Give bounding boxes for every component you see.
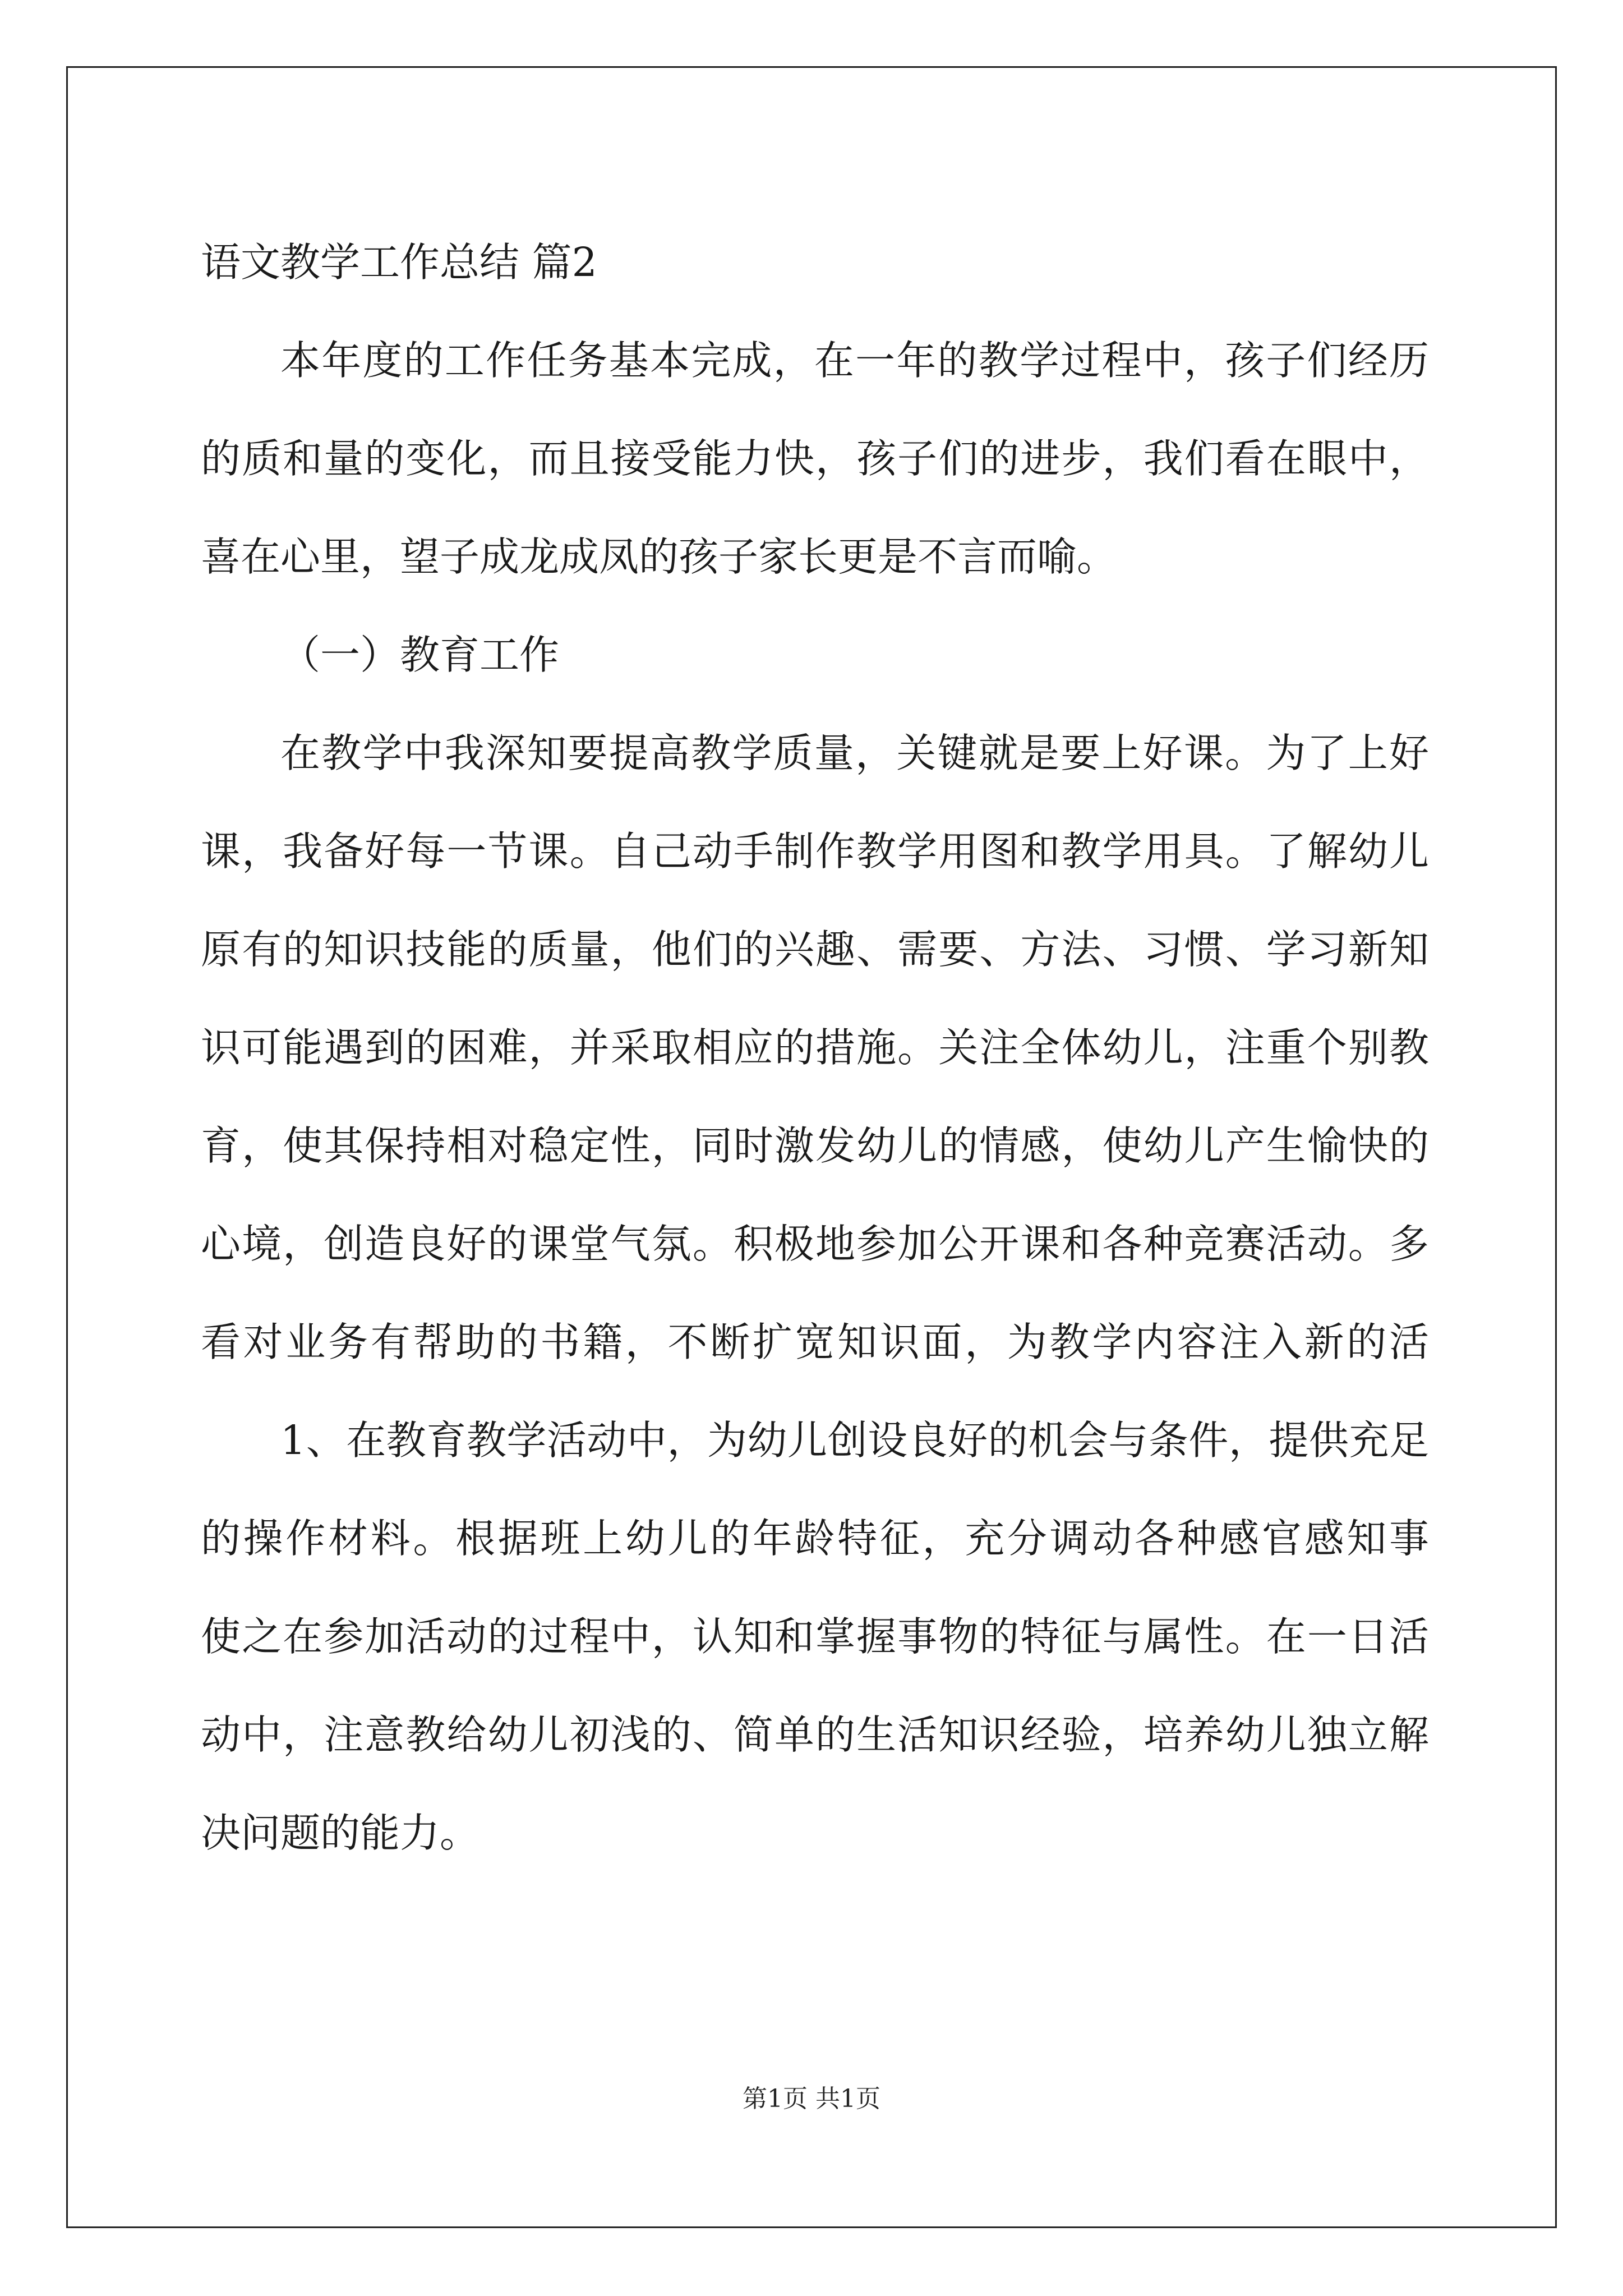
section-heading: （一）教育工作 (280, 632, 560, 678)
paragraph-line: 决问题的能力。 (201, 1810, 480, 1856)
paragraph-line: 的质和量的变化，而且接受能力快，孩子们的进步，我们看在眼中， (201, 435, 1429, 482)
paragraph-line: 本年度的工作任务基本完成，在一年的教学过程中，孩子们经历 (280, 337, 1429, 384)
paragraph-line: 育，使其保持相对稳定性，同时激发幼儿的情感，使幼儿产生愉快的 (201, 1122, 1429, 1169)
paragraph-line: 原有的知识技能的质量，他们的兴趣、需要、方法、习惯、学习新知 (201, 926, 1429, 973)
page-number-footer: 第1页 共1页 (743, 2085, 880, 2113)
paragraph-line: 心境，创造良好的课堂气氛。积极地参加公开课和各种竞赛活动。多 (201, 1221, 1429, 1267)
paragraph-line: 动中，注意教给幼儿初浅的、简单的生活知识经验，培养幼儿独立解 (201, 1711, 1429, 1758)
document-body (201, 213, 1429, 1882)
document-title: 语文教学工作总结 篇2 (201, 239, 597, 286)
paragraph-line: 识可能遇到的困难，并采取相应的措施。关注全体幼儿，注重个别教 (201, 1024, 1429, 1071)
paragraph-line: 喜在心里，望子成龙成凤的孩子家长更是不言而喻。 (201, 533, 1117, 580)
paragraph-line: 使之在参加活动的过程中，认知和掌握事物的特征与属性。在一日活 (201, 1613, 1429, 1660)
paragraph-line: 课，我备好每一节课。自己动手制作教学用图和教学用具。了解幼儿 (201, 828, 1429, 875)
paragraph-line: 在教学中我深知要提高教学质量，关键就是要上好课。为了上好 (280, 730, 1429, 776)
paragraph-line: 看对业务有帮助的书籍，不断扩宽知识面，为教学内容注入新的活 (201, 1319, 1429, 1365)
paragraph-line: 1、在教育教学活动中，为幼儿创设良好的机会与条件，提供充足 (280, 1417, 1429, 1464)
paragraph-line: 的操作材料。根据班上幼儿的年龄特征，充分调动各种感官感知事 (201, 1515, 1429, 1562)
